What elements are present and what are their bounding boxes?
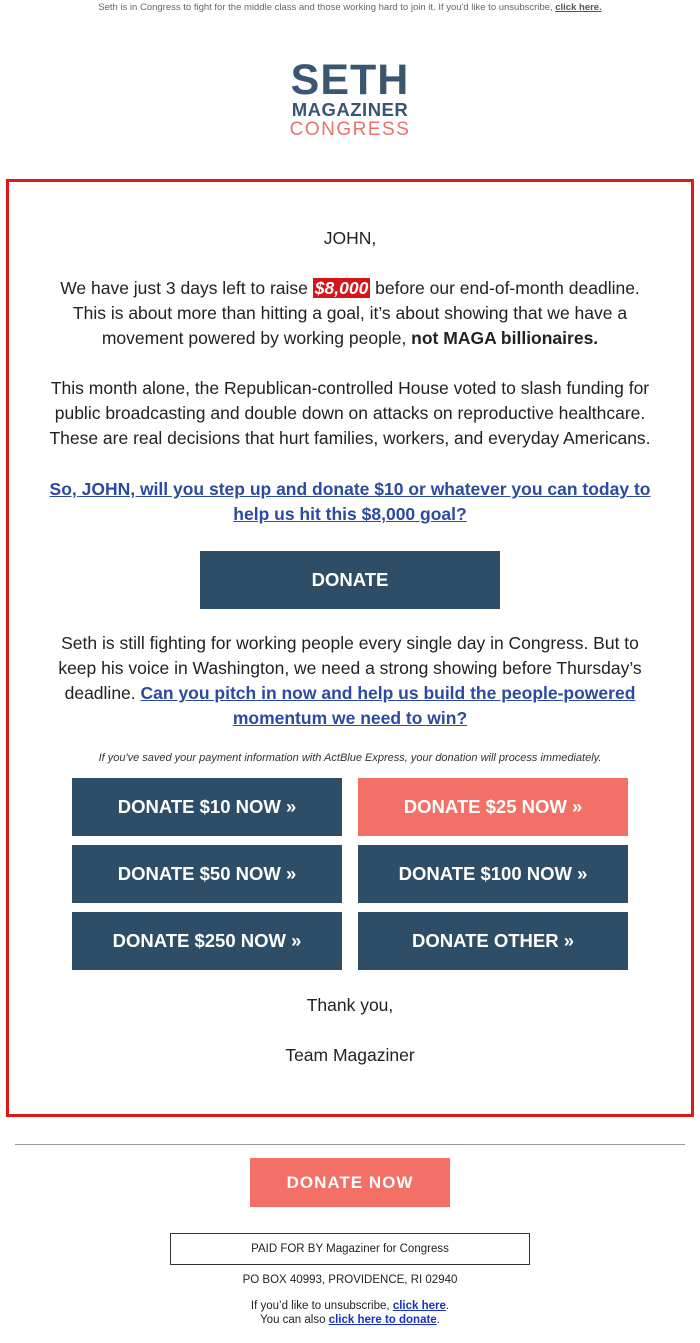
p1-before: We have just 3 days left to raise [60, 278, 313, 298]
donate-25-button[interactable]: DONATE $25 NOW » [358, 778, 628, 836]
unsubscribe-line [0, 1299, 700, 1313]
paid-for-box [170, 1233, 530, 1265]
paragraph-2 [38, 376, 662, 451]
campaign-logo [0, 56, 700, 142]
ask-paragraph [36, 477, 664, 527]
ask-donate-link[interactable]: So, JOHN, will you step up and donate $10 or whatever you can today to help us hit this $8,000 goal? [49, 479, 651, 524]
greeting-block [0, 226, 700, 251]
signature-text: Team Magaziner [285, 1045, 415, 1065]
logo-magaziner: MAGAZINER [291, 99, 409, 120]
p2-text: This month alone, the Republican-controlled House voted to slash funding for public broadcasting and double down on attacks on reproductive healthcare. These are real decisions that hurt families, workers, and everyday Americans. [49, 378, 651, 448]
logo-congress: CONGRESS [289, 119, 411, 140]
p1-bold: not MAGA billionaires. [411, 328, 599, 348]
unsubscribe-end: . [445, 1300, 450, 1312]
paragraph-3 [40, 631, 660, 731]
actblue-express-note: If you've saved your payment information with ActBlue Express, your donation will process immediately. [98, 752, 602, 764]
thanks-text: Thank you, [306, 995, 394, 1015]
unsubscribe-text: If you’d like to unsubscribe, [250, 1300, 393, 1312]
greeting: JOHN, [323, 228, 377, 248]
donate-100-button[interactable]: DONATE $100 NOW » [358, 845, 628, 903]
donate-end: . [436, 1314, 440, 1326]
p1-after: before our end-of-month deadline. This is about more than hitting a goal, it’s about showing that we have a movement powered by working people, [72, 278, 640, 348]
express-note-block [0, 748, 700, 766]
footer-divider [15, 1144, 685, 1145]
goal-amount-highlight: $8,000 [314, 278, 369, 298]
paragraph-1 [45, 276, 655, 351]
pitch-in-link[interactable]: Can you pitch in now and help us build the people-powered momentum we need to win? [140, 683, 636, 728]
donate-text: You can also [260, 1314, 329, 1326]
p3-before: Seth is still fighting for working people every single day in Congress. But to keep his voice in Washington, we need a strong showing before Thursday’s deadline. [58, 633, 642, 703]
donate-other-button[interactable]: DONATE OTHER » [358, 912, 628, 970]
mailing-address: PO BOX 40993, PROVIDENCE, RI 02940 [242, 1274, 458, 1286]
logo-seth: SETH [290, 56, 410, 104]
donate-line [0, 1313, 700, 1327]
preheader [0, 0, 700, 16]
paid-for-text: PAID FOR BY Magaziner for Congress [251, 1243, 449, 1255]
footer-donate-link[interactable]: click here to donate [328, 1314, 437, 1326]
footer-links [0, 1299, 700, 1327]
donate-now-button[interactable]: DONATE NOW [250, 1158, 450, 1207]
preheader-text: Seth is in Congress to fight for the middle class and those working hard to join it. If you'd like to unsubscribe, [98, 2, 556, 13]
donate-50-button[interactable]: DONATE $50 NOW » [72, 845, 342, 903]
donate-10-button[interactable]: DONATE $10 NOW » [72, 778, 342, 836]
thanks-block [0, 993, 700, 1018]
donate-250-button[interactable]: DONATE $250 NOW » [72, 912, 342, 970]
unsubscribe-link[interactable]: click here [392, 1300, 446, 1312]
signature-block [0, 1043, 700, 1068]
preheader-unsubscribe-link[interactable]: click here. [555, 2, 602, 13]
address-block [0, 1274, 700, 1286]
donate-button[interactable]: DONATE [200, 551, 500, 609]
